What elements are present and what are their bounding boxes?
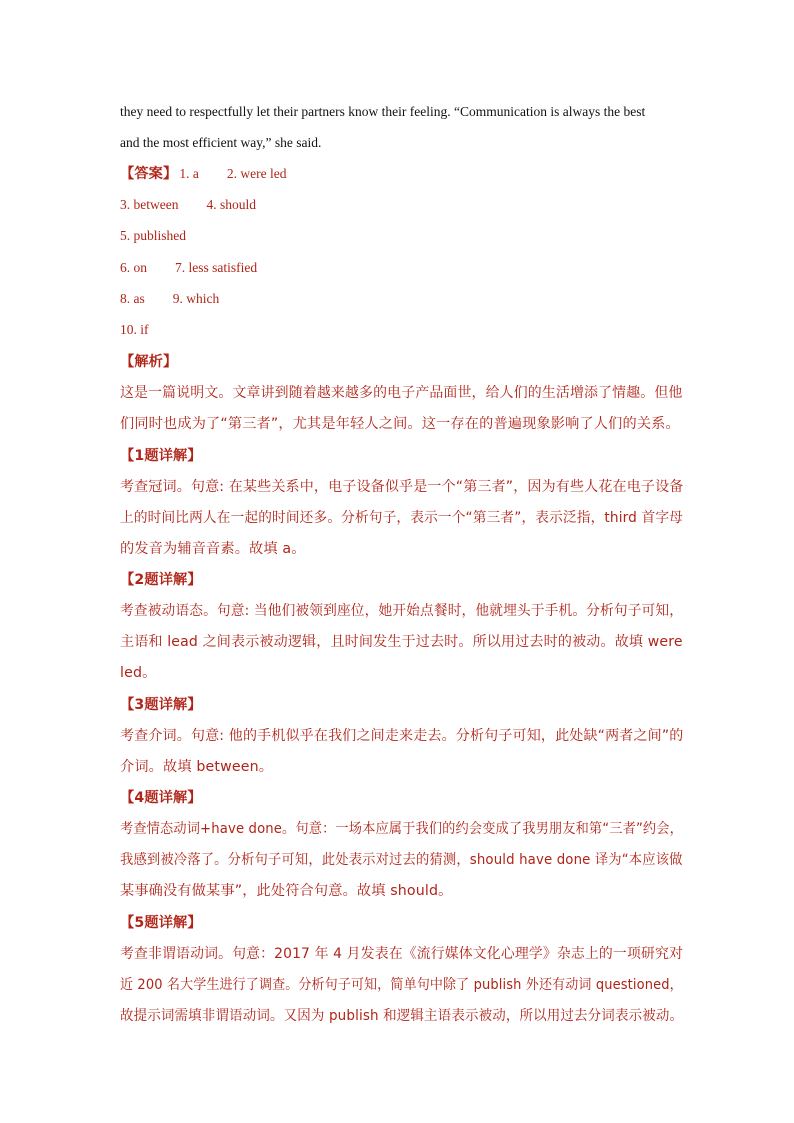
answer-item: 2. were led (226, 166, 287, 181)
explanation-line: 考查非谓语动词。句意：2017 年 4 月发表在《流行媒体文化心理学》杂志上的一项研究对 (120, 946, 683, 962)
passage-line: and the most efficient way,” she said. (120, 135, 322, 150)
section-heading: 【4题详解】 (120, 790, 202, 806)
answer-item: 4. should (206, 197, 256, 212)
answer-item: 8. as (120, 291, 145, 306)
section-heading: 【解析】 (120, 354, 178, 370)
explanation-line: 考查冠词。句意: 在某些关系中，电子设备似乎是一个“第三者”，因为有些人花在电子设备 (120, 479, 684, 495)
explanation-line: 主语和 lead 之间表示被动逻辑，且时间发生于过去时。所以用过去时的被动。故填 were (120, 634, 683, 650)
answer-row (120, 258, 257, 278)
answer-item: 5. published (120, 228, 186, 243)
explanation-line: 某事确没有做某事”，此处符合句意。故填 should。 (120, 883, 453, 899)
answer-item: 10. if (120, 322, 149, 337)
answer-item: 7. less satisfied (175, 260, 258, 275)
answer-item: 9. which (172, 291, 220, 306)
answer-item: 3. between (120, 197, 179, 212)
explanation-line: 近 200 名大学生进行了调查。分析句子可知，简单句中除了 publish 外还有动词 questioned， (120, 977, 683, 993)
explanation-line: 我感到被冷落了。分析句子可知，此处表示对过去的猜测，should have done 译为“本应该做 (120, 852, 683, 868)
explanation-line: 考查介词。句意: 他的手机似乎在我们之间走来走去。分析句子可知，此处缺“两者之间”的 (120, 728, 684, 744)
section-heading: 【1题详解】 (120, 448, 202, 464)
answer-label: 【答案】 (120, 166, 178, 182)
analysis-line: 们同时也成为了“第三者”，尤其是年轻人之间。这一存在的普遍现象影响了人们的关系。 (120, 416, 680, 432)
answer-row (120, 226, 186, 246)
section-heading: 【5题详解】 (120, 915, 202, 931)
explanation-line: 考查被动语态。句意: 当他们被领到座位，她开始点餐时，他就埋头于手机。分析句子可知， (120, 603, 684, 619)
section-heading: 【2题详解】 (120, 572, 202, 588)
section-heading: 【3题详解】 (120, 697, 202, 713)
explanation-line: 上的时间比两人在一起的时间还多。分析句子，表示一个“第三者”，表示泛指，third 首字母 (120, 510, 683, 526)
explanation-line: 介词。故填 between。 (120, 759, 274, 775)
answer-row (120, 289, 219, 309)
answer-row (120, 320, 149, 340)
passage-line: they need to respectfully let their partners know their feeling. “Communication is always the best (120, 104, 646, 119)
analysis-line: 这是一篇说明文。文章讲到随着越来越多的电子产品面世，给人们的生活增添了情趣。但他 (120, 385, 683, 401)
answer-row (120, 195, 256, 215)
answer-item: 6. on (120, 260, 147, 275)
explanation-line: led。 (120, 665, 157, 681)
explanation-line: 的发音为辅音音素。故填 a。 (120, 541, 306, 557)
answer-row (120, 164, 286, 184)
explanation-line: 考查情态动词+have done。句意：一场本应属于我们的约会变成了我男朋友和第“三者”约会， (120, 821, 683, 837)
explanation-line: 故提示词需填非谓语动词。又因为 publish 和逻辑主语表示被动，所以用过去分词表示被动。 (120, 1008, 684, 1024)
answer-item: 1. a (179, 166, 199, 181)
